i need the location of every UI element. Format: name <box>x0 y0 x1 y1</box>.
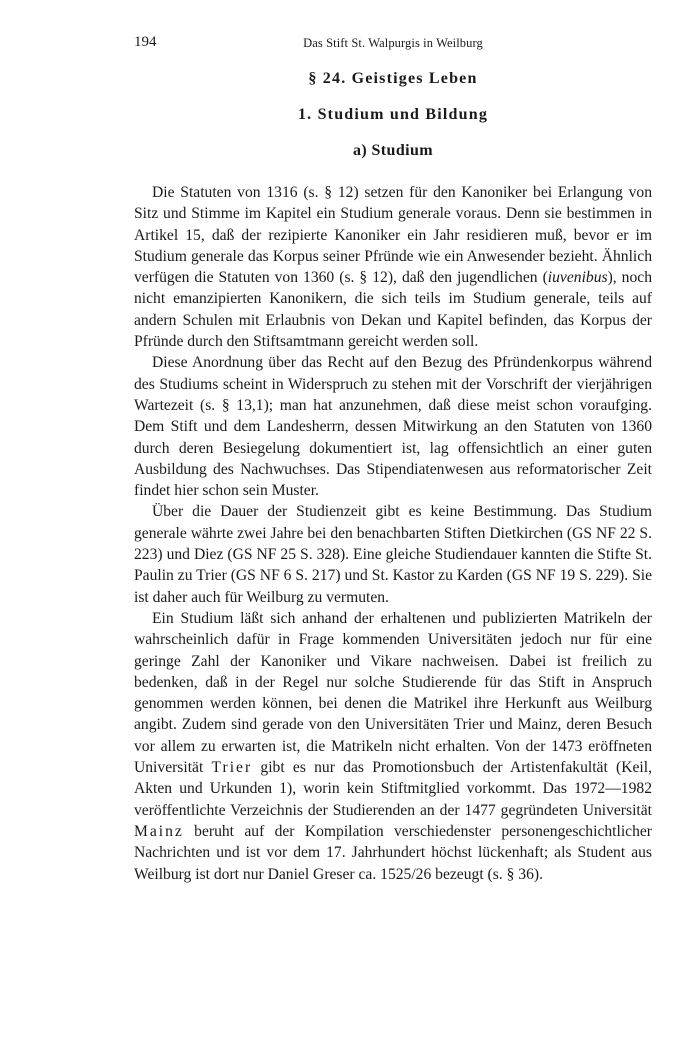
body-text <box>134 182 652 885</box>
paragraph-text: Ein Studium läßt sich anhand der erhaltenen und publizierten Matrikeln der wahrscheinlich dafür in Frage kommenden Universitäten jedoch nur für eine geringe Zahl der Kanoniker und Vikare nachweisen. Dabei ist freilich zu bedenken, daß in der Regel nur solche Studierende für das Stift in Anspruch genommen werden können, bei denen die Matrikel ihre Herkunft aus Weilburg angibt. Zudem sind gerade von den Universitäten Trier und Mainz, deren Besuch vor allem zu erwarten ist, die Matrikeln nicht erhalten. Von der 1473 eröffneten Universität <box>134 609 652 777</box>
paragraph-text: gibt es nur das Promotionsbuch der Artistenfakultät (Keil, Akten und Urkunden 1), worin kein Stiftmitglied vorkommt. Das 1972—1982 veröffentlichte Verzeichnis der Studierenden an der 1477 gegründeten Universität <box>134 759 652 819</box>
paragraph-text: Die Statuten von 1316 (s. § 12) setzen für den Kanoniker bei Erlangung von Sitz und Stimme im Kapitel ein Studium generale voraus. Denn sie bestimmen in Artikel 15, daß der rezipierte Kanoniker ein Jahr residieren muß, bevor er im Studium generale das Korpus seiner Pfründe wie ein Anwesender bezieht. Ähnlich verfügen die Statuten von 1360 (s. § 12), daß den jugendlichen ( <box>134 184 652 287</box>
latin-term: iuvenibus <box>547 269 608 287</box>
paragraph-anordnung <box>134 352 652 501</box>
paragraph-statutes <box>134 182 652 352</box>
spaced-place-name: Trier <box>211 759 253 777</box>
document-page <box>134 34 652 885</box>
page-number: 194 <box>134 34 157 50</box>
running-header <box>134 34 652 54</box>
section-heading: § 24. Geistiges Leben <box>308 70 478 87</box>
subsection-heading: 1. Studium und Bildung <box>297 106 489 123</box>
paragraph-text: Diese Anordnung über das Recht auf den Bezug des Pfründenkorpus während des Studiums scheint in Widerspruch zu stehen mit der Vorschrift der vierjährigen Wartezeit (s. § 13,1); man hat anzunehmen, daß diese meist schon voraufging. Dem Stift und dem Landesherrn, dessen Mitwirkung an den Statuten von 1360 durch deren Besiegelung dokumentiert ist, lag offensichtlich an einer guten Ausbildung des Nachwuchses. Das Stipendiatenwesen aus reformatorischer Zeit findet hier schon sein Muster. <box>134 354 652 500</box>
paragraph-matrikeln <box>134 608 652 885</box>
paragraph-studiendauer <box>134 501 652 607</box>
running-title: Das Stift St. Walpurgis in Weilburg <box>303 36 483 50</box>
subsubsection-heading: a) Studium <box>352 142 434 159</box>
paragraph-text: Über die Dauer der Studienzeit gibt es keine Bestimmung. Das Studium generale währte zwei Jahre bei den benachbarten Stiften Dietkirchen (GS NF 22 S. 223) und Diez (GS NF 25 S. 328). Eine gleiche Studiendauer kannten die Stifte St. Paulin zu Trier (GS NF 6 S. 217) und St. Kastor zu Karden (GS NF 19 S. 229). Sie ist daher auch für Weilburg zu vermuten. <box>134 503 652 606</box>
paragraph-text: ), noch nicht emanzipierten Kanonikern, die sich teils im Studium generale, teils auf andern Schulen mit Erlaubnis von Dekan und Kapitel befinden, das Korpus der Pfründe durch den Stiftsamtmann gereicht werden soll. <box>134 269 652 351</box>
paragraph-text: beruht auf der Kompilation verschiedenster personengeschichtlicher Nachrichten und ist vor dem 17. Jahrhundert höchst lückenhaft; als Student aus Weilburg ist dort nur Daniel Greser ca. 1525/26 bezeugt (s. § 36). <box>134 822 652 883</box>
spaced-place-name: Mainz <box>134 822 184 840</box>
